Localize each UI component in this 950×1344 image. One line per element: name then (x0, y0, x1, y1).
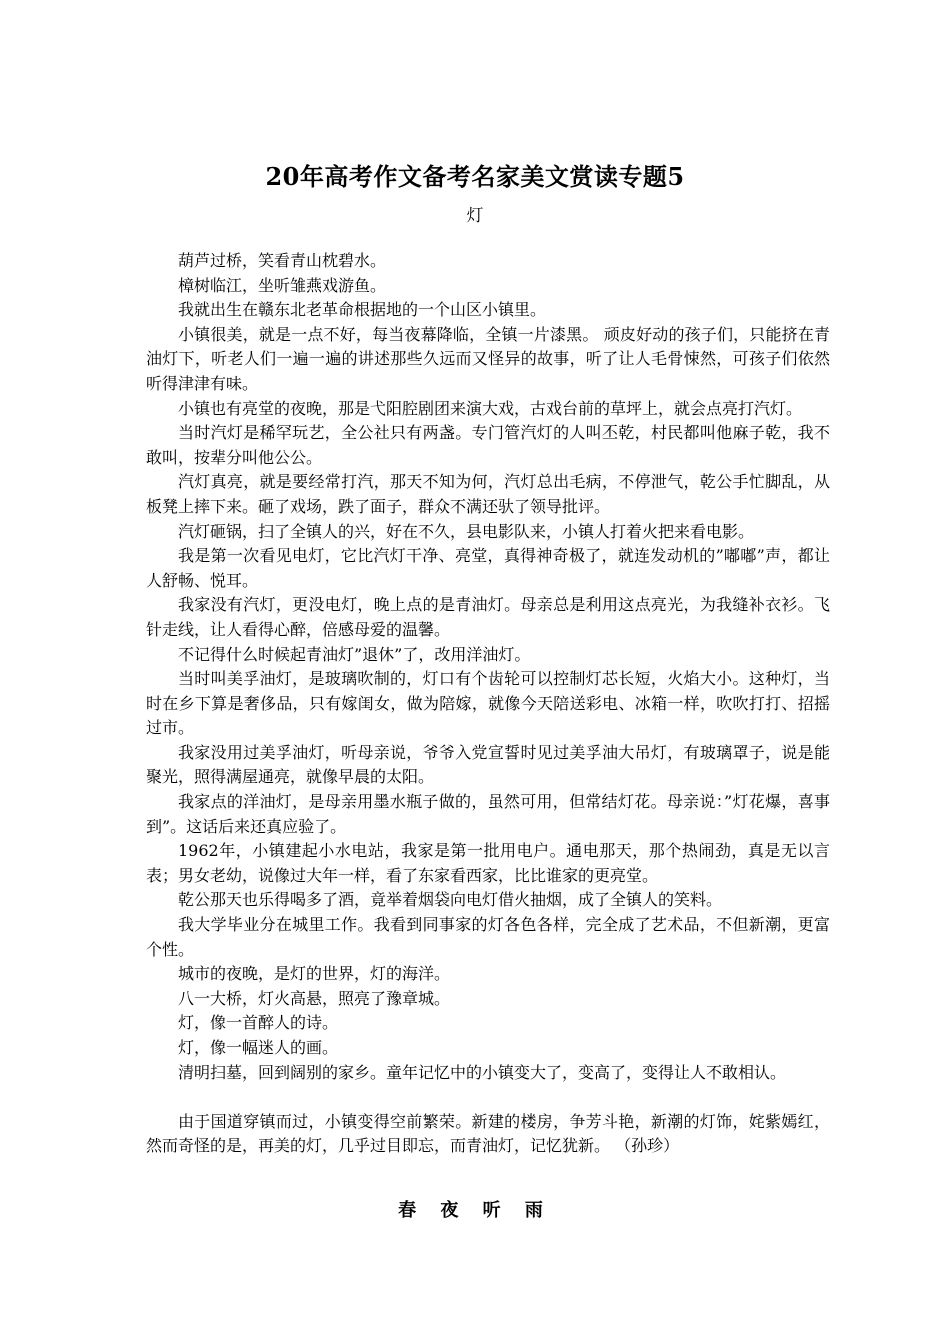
paragraph: 由于国道穿镇而过，小镇变得空前繁荣。新建的楼房，争芳斗艳，新潮的灯饰，姹紫嫣红，然而奇怪的是，再美的灯，几乎过目即忘，而青油灯，记忆犹新。 （孙珍） (146, 1111, 830, 1156)
paragraph: 小镇很美，就是一点不好，每当夜幕降临，全镇一片漆黑。 顽皮好动的孩子们，只能挤在青油灯下，听老人们一遍一遍的讲述那些久远而又怪异的故事，听了让人毛骨悚然，可孩子们依然听得津津有味。 (146, 324, 830, 393)
paragraph: 汽灯砸锅，扫了全镇人的兴，好在不久，县电影队来，小镇人打着火把来看电影。 (178, 521, 755, 541)
paragraph: 我大学毕业分在城里工作。我看到同事家的灯各色各样，完全成了艺术品，不但新潮，更富个性。 (146, 915, 830, 959)
paragraph: 当时叫美孚油灯，是玻璃吹制的，灯口有个齿轮可以控制灯芯长短，火焰大小。这种灯，当时在乡下算是奢侈品，只有嫁闺女，做为陪嫁，就像今天陪送彩电、冰箱一样，吹吹打打、招摇过市。 (146, 669, 830, 738)
paragraph: 清明扫墓，回到阔别的家乡。童年记忆中的小镇变大了，变高了，变得让人不敢相认。 (178, 1062, 787, 1082)
paragraph: 我家没用过美孚油灯，听母亲说，爷爷入党宣誓时见过美孚油大吊灯，有玻璃罩子，说是能聚光，照得满屋通亮，就像早晨的太阳。 (146, 742, 830, 787)
paragraph: 葫芦过桥，笑看青山枕碧水。 (178, 251, 387, 270)
paragraph: 小镇也有亮堂的夜晚，那是弋阳腔剧团来演大戏，古戏台前的草坪上，就会点亮打汽灯。 (178, 398, 803, 418)
paragraph: 城市的夜晚，是灯的世界，灯的海洋。 (178, 964, 451, 984)
paragraph: 我家点的洋油灯，是母亲用墨水瓶子做的，虽然可用，但常结灯花。母亲说：”灯花爆，喜事到”。这话后来还真应验了。 (146, 792, 830, 836)
paragraph: 汽灯真亮，就是要经常打汽，那天不知为何，汽灯总出毛病，不停泄气，乾公手忙脚乱，从板凳上摔下来。砸了戏场，跌了面子，群众不满还驮了领导批评。 (146, 472, 830, 516)
paragraph: 灯，像一幅迷人的画。 (178, 1038, 339, 1057)
paragraph: 樟树临江，坐听雏燕戏游鱼。 (178, 275, 387, 295)
paragraph: 乾公那天也乐得喝多了酒，竟举着烟袋向电灯借火抽烟，成了全镇人的笑料。 (178, 890, 723, 910)
article-body (146, 249, 830, 1159)
paragraph: 我家没有汽灯，更没电灯，晚上点的是青油灯。母亲总是利用这点亮光，为我缝补衣衫。飞针走线，让人看得心醉，倍感母爱的温馨。 (146, 595, 830, 639)
article-title: 灯 (466, 206, 484, 226)
paragraph: 当时汽灯是稀罕玩艺，全公社只有两盏。专门管汽灯的人叫丕乾，村民都叫他麻子乾，我不敢叫，按辈分叫他公公。 (146, 423, 830, 467)
paragraph: 灯，像一首醉人的诗。 (178, 1013, 339, 1033)
document-title: 20年高考作文备考名家美文赏读专题5 (265, 162, 685, 191)
paragraph: 八一大桥，灯火高悬，照亮了豫章城。 (178, 988, 451, 1008)
paragraph: 我是第一次看见电灯，它比汽灯干净、亮堂，真得神奇极了，就连发动机的”嘟嘟”声，都让人舒畅、悦耳。 (146, 546, 830, 590)
paragraph: 不记得什么时候起青油灯”退休”了，改用洋油灯。 (178, 644, 531, 664)
paragraph: 我就出生在赣东北老革命根据地的一个山区小镇里。 (178, 300, 547, 320)
paragraph: 1962年，小镇建起小水电站，我家是第一批用电户。通电那天，那个热闹劲，真是无以言表；男女老幼，说像过大年一样，看了东家看西家，比比谁家的更亮堂。 (146, 841, 830, 885)
next-article-title: 春 夜 听 雨 (398, 1200, 552, 1221)
